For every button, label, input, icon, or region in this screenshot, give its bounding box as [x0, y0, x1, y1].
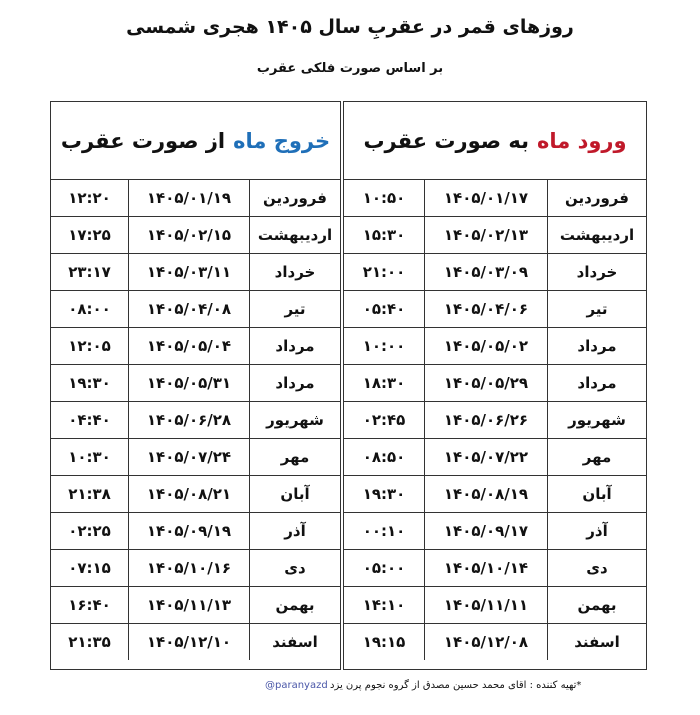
time-cell: ۱۸:۳۰ — [344, 365, 425, 402]
time-cell: ۰۴:۴۰ — [51, 402, 129, 439]
month-cell: آذر — [250, 513, 341, 550]
entry-heading-keyword: ورود ماه — [536, 128, 627, 153]
date-cell: ۱۴۰۵/۰۸/۱۹ — [425, 476, 548, 513]
date-cell: ۱۴۰۵/۰۴/۰۶ — [425, 291, 548, 328]
month-cell: بهمن — [548, 587, 647, 624]
time-cell: ۲۳:۱۷ — [51, 254, 129, 291]
time-cell: ۲۱:۳۵ — [51, 624, 129, 661]
credit-note: *تهیه کننده : اقای محمد حسین مصدق از گروه نجوم پرن یزد — [330, 680, 582, 691]
date-cell: ۱۴۰۵/۰۵/۰۴ — [129, 328, 250, 365]
month-cell: دی — [548, 550, 647, 587]
date-cell: ۱۴۰۵/۱۲/۱۰ — [129, 624, 250, 661]
time-cell: ۱۷:۲۵ — [51, 217, 129, 254]
table-row — [51, 365, 340, 402]
time-cell: ۰۰:۱۰ — [344, 513, 425, 550]
time-cell: ۱۰:۳۰ — [51, 439, 129, 476]
date-cell: ۱۴۰۵/۰۷/۲۴ — [129, 439, 250, 476]
time-cell: ۲۱:۳۸ — [51, 476, 129, 513]
date-cell: ۱۴۰۵/۰۸/۲۱ — [129, 476, 250, 513]
table-row — [344, 254, 646, 291]
time-cell: ۱۹:۳۰ — [344, 476, 425, 513]
time-cell: ۰۵:۰۰ — [344, 550, 425, 587]
month-cell: مرداد — [250, 328, 341, 365]
table-row — [344, 217, 646, 254]
table-row — [51, 476, 340, 513]
exit-heading-keyword: خروج ماه — [233, 128, 331, 153]
date-cell: ۱۴۰۵/۱۰/۱۴ — [425, 550, 548, 587]
month-cell: تیر — [548, 291, 647, 328]
month-cell: آذر — [548, 513, 647, 550]
month-cell: مهر — [548, 439, 647, 476]
time-cell: ۱۲:۰۵ — [51, 328, 129, 365]
month-cell: بهمن — [250, 587, 341, 624]
time-cell: ۱۵:۳۰ — [344, 217, 425, 254]
table-row — [51, 328, 340, 365]
date-cell: ۱۴۰۵/۱۱/۱۱ — [425, 587, 548, 624]
month-cell: مرداد — [548, 328, 647, 365]
date-cell: ۱۴۰۵/۰۹/۱۷ — [425, 513, 548, 550]
entry-heading-rest: به صورت عقرب — [363, 128, 529, 153]
table-row — [51, 624, 340, 661]
month-cell: فروردین — [250, 180, 341, 217]
social-handle[interactable]: @paranyazd — [265, 680, 328, 691]
table-row — [344, 328, 646, 365]
table-row — [51, 402, 340, 439]
date-cell: ۱۴۰۵/۰۴/۰۸ — [129, 291, 250, 328]
time-cell: ۱۰:۵۰ — [344, 180, 425, 217]
time-cell: ۰۸:۵۰ — [344, 439, 425, 476]
table-row — [344, 402, 646, 439]
date-cell: ۱۴۰۵/۰۱/۱۹ — [129, 180, 250, 217]
time-cell: ۱۶:۴۰ — [51, 587, 129, 624]
table-row — [51, 217, 340, 254]
table-row — [344, 365, 646, 402]
date-cell: ۱۴۰۵/۱۱/۱۳ — [129, 587, 250, 624]
date-cell: ۱۴۰۵/۰۶/۲۸ — [129, 402, 250, 439]
date-cell: ۱۴۰۵/۰۱/۱۷ — [425, 180, 548, 217]
month-cell: اردیبهشت — [548, 217, 647, 254]
table-row — [51, 513, 340, 550]
date-cell: ۱۴۰۵/۰۵/۳۱ — [129, 365, 250, 402]
month-cell: آبان — [250, 476, 341, 513]
table-row — [51, 180, 340, 217]
month-cell: اسفند — [548, 624, 647, 661]
month-cell: خرداد — [548, 254, 647, 291]
date-cell: ۱۴۰۵/۰۳/۰۹ — [425, 254, 548, 291]
month-cell: آبان — [548, 476, 647, 513]
month-cell: دی — [250, 550, 341, 587]
table-row — [344, 513, 646, 550]
month-cell: شهریور — [548, 402, 647, 439]
table-row — [51, 550, 340, 587]
time-cell: ۰۲:۲۵ — [51, 513, 129, 550]
time-cell: ۱۹:۳۰ — [51, 365, 129, 402]
date-cell: ۱۴۰۵/۰۲/۱۵ — [129, 217, 250, 254]
date-cell: ۱۴۰۵/۰۶/۲۶ — [425, 402, 548, 439]
table-row — [344, 624, 646, 661]
exit-heading — [51, 102, 340, 179]
date-cell: ۱۴۰۵/۰۲/۱۳ — [425, 217, 548, 254]
table-row — [344, 476, 646, 513]
month-cell: مهر — [250, 439, 341, 476]
table-row — [51, 254, 340, 291]
page-title: روزهای قمر در عقربِ سال ۱۴۰۵ هجری شمسی — [126, 16, 574, 38]
entry-table — [344, 179, 646, 660]
month-cell: تیر — [250, 291, 341, 328]
table-row — [344, 180, 646, 217]
month-cell: اردیبهشت — [250, 217, 341, 254]
exit-panel — [50, 101, 341, 670]
table-row — [344, 550, 646, 587]
month-cell: فروردین — [548, 180, 647, 217]
month-cell: مرداد — [548, 365, 647, 402]
time-cell: ۰۲:۴۵ — [344, 402, 425, 439]
date-cell: ۱۴۰۵/۰۹/۱۹ — [129, 513, 250, 550]
date-cell: ۱۴۰۵/۱۰/۱۶ — [129, 550, 250, 587]
time-cell: ۱۴:۱۰ — [344, 587, 425, 624]
month-cell: شهریور — [250, 402, 341, 439]
table-row — [51, 439, 340, 476]
date-cell: ۱۴۰۵/۰۵/۰۲ — [425, 328, 548, 365]
time-cell: ۱۰:۰۰ — [344, 328, 425, 365]
time-cell: ۰۷:۱۵ — [51, 550, 129, 587]
exit-heading-rest: از صورت عقرب — [60, 128, 226, 153]
time-cell: ۰۸:۰۰ — [51, 291, 129, 328]
table-row — [344, 439, 646, 476]
time-cell: ۰۵:۴۰ — [344, 291, 425, 328]
table-row — [344, 291, 646, 328]
page-subtitle: بر اساس صورت فلکی عقرب — [256, 61, 444, 76]
date-cell: ۱۴۰۵/۰۷/۲۲ — [425, 439, 548, 476]
table-row — [51, 291, 340, 328]
month-cell: مرداد — [250, 365, 341, 402]
table-row — [51, 587, 340, 624]
month-cell: خرداد — [250, 254, 341, 291]
time-cell: ۲۱:۰۰ — [344, 254, 425, 291]
time-cell: ۱۹:۱۵ — [344, 624, 425, 661]
date-cell: ۱۴۰۵/۰۵/۲۹ — [425, 365, 548, 402]
month-cell: اسفند — [250, 624, 341, 661]
date-cell: ۱۴۰۵/۰۳/۱۱ — [129, 254, 250, 291]
time-cell: ۱۲:۲۰ — [51, 180, 129, 217]
entry-panel — [343, 101, 647, 670]
table-row — [344, 587, 646, 624]
entry-heading — [344, 102, 646, 179]
exit-table — [51, 179, 340, 660]
date-cell: ۱۴۰۵/۱۲/۰۸ — [425, 624, 548, 661]
